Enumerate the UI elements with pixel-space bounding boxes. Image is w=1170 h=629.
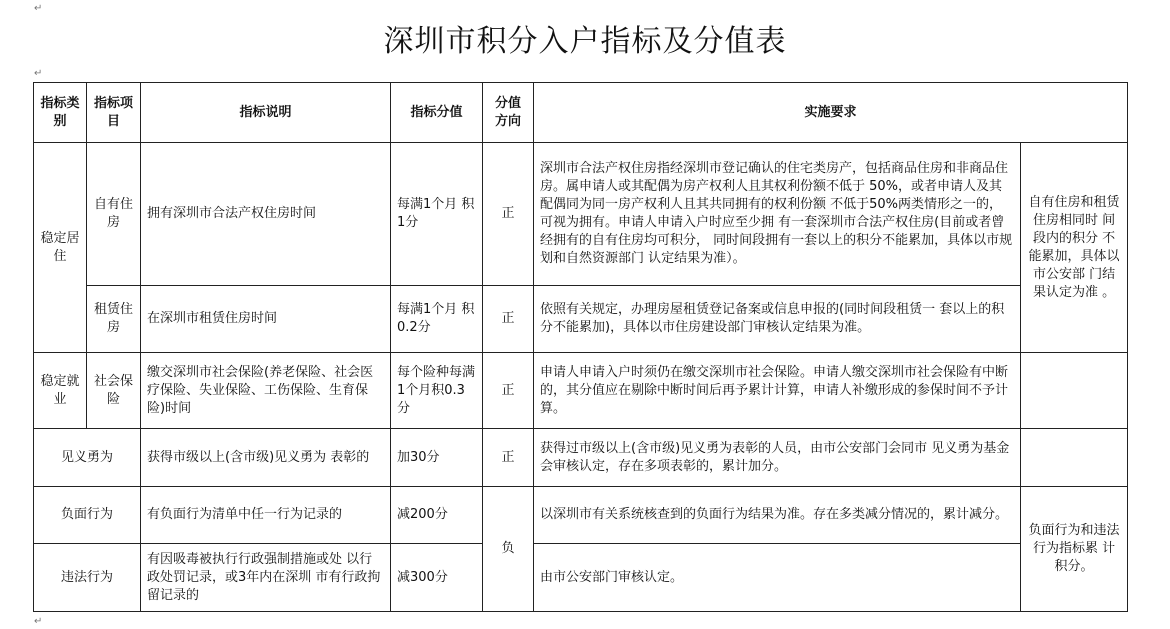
page-title: 深圳市积分入户指标及分值表 <box>383 24 787 59</box>
header-direction: 分值方向 <box>483 83 534 143</box>
item-own-house: 自有住房 <box>87 143 141 286</box>
item-social-insurance: 社会保险 <box>87 353 141 429</box>
note-negative: 负面行为和违法行为指标累 计积分。 <box>1021 487 1128 612</box>
score-own-house: 每满1个月 积1分 <box>391 143 483 286</box>
requirement-social-insurance: 申请人申请入户时须仍在缴交深圳市社会保险。申请人缴交深圳市社会保险有中断的，其分值应在剔除中断时间后再予累计计算，申请人补缴形成的参保时间不予计算。 <box>534 353 1021 429</box>
score-brave: 加30分 <box>391 429 483 487</box>
direction-own-house: 正 <box>483 143 534 286</box>
requirement-brave: 获得过市级以上(含市级)见义勇为表彰的人员，由市公安部门会同市 见义勇为基金会审核认定，存在多项表彰的，累计加分。 <box>534 429 1021 487</box>
header-requirement: 实施要求 <box>534 83 1128 143</box>
header-item: 指标项目 <box>87 83 141 143</box>
direction-negative: 负 <box>483 487 534 612</box>
paragraph-mark-icon: ↵ <box>34 68 43 79</box>
header-score: 指标分值 <box>391 83 483 143</box>
item-illegal: 违法行为 <box>34 544 141 612</box>
table-row <box>34 143 1128 286</box>
category-residence: 稳定居住 <box>34 143 87 353</box>
direction-rent-house: 正 <box>483 286 534 353</box>
desc-negative: 有负面行为清单中任一行为记录的 <box>141 487 391 544</box>
score-table <box>33 82 1128 612</box>
category-employment: 稳定就业 <box>34 353 87 429</box>
score-social-insurance: 每个险种每满1个月积0.3分 <box>391 353 483 429</box>
requirement-own-house: 深圳市合法产权住房指经深圳市登记确认的住宅类房产，包括商品住房和非商品住房。属申请人或其配偶为房产权利人且其权利份额不低于 50%，或者申请人及其配偶同为同一房产权利人且其共同拥有的权利份额 不低于50%两类情形之一的，可视为拥有。申请人申请入户时应至少拥 有一套深圳市合法产权住房(目前或者曾经拥有的自有住房均可积分， 同时间段拥有一套以上的积分不能累加，具体以市规划和自然资源部门 认定结果为准）。 <box>534 143 1021 286</box>
item-brave: 见义勇为 <box>34 429 141 487</box>
desc-social-insurance: 缴交深圳市社会保险(养老保险、社会医疗保险、失业保险、工伤保险、生育保险)时间 <box>141 353 391 429</box>
score-rent-house: 每满1个月 积0.2分 <box>391 286 483 353</box>
item-rent-house: 租赁住房 <box>87 286 141 353</box>
table-row <box>34 353 1128 429</box>
item-negative: 负面行为 <box>34 487 141 544</box>
score-negative: 减200分 <box>391 487 483 544</box>
header-description: 指标说明 <box>141 83 391 143</box>
table-row <box>34 487 1128 544</box>
direction-brave: 正 <box>483 429 534 487</box>
paragraph-mark-icon: ↵ <box>34 3 43 14</box>
requirement-illegal: 由市公安部门审核认定。 <box>534 544 1021 612</box>
desc-own-house: 拥有深圳市合法产权住房时间 <box>141 143 391 286</box>
note-residence: 自有住房和租赁住房相同时 间段内的积分 不能累加，具体以市公安部 门结果认定为准 。 <box>1021 143 1128 353</box>
desc-illegal: 有因吸毒被执行行政强制措施或处 以行政处罚记录，或3年内在深圳 市有行政拘留记录的 <box>141 544 391 612</box>
paragraph-mark-icon: ↵ <box>34 616 43 627</box>
note-empty <box>1021 429 1128 487</box>
direction-social-insurance: 正 <box>483 353 534 429</box>
table-row <box>34 286 1128 353</box>
table-row <box>34 429 1128 487</box>
requirement-negative: 以深圳市有关系统核查到的负面行为结果为准。存在多类减分情况的，累计减分。 <box>534 487 1021 544</box>
score-illegal: 减300分 <box>391 544 483 612</box>
requirement-rent-house: 依照有关规定，办理房屋租赁登记备案或信息申报的(同时间段租赁一 套以上的积分不能累加)，具体以市住房建设部门审核认定结果为准。 <box>534 286 1021 353</box>
desc-rent-house: 在深圳市租赁住房时间 <box>141 286 391 353</box>
header-row <box>34 83 1128 143</box>
note-empty <box>1021 353 1128 429</box>
desc-brave: 获得市级以上(含市级)见义勇为 表彰的 <box>141 429 391 487</box>
header-category: 指标类别 <box>34 83 87 143</box>
table-row <box>34 544 1128 612</box>
